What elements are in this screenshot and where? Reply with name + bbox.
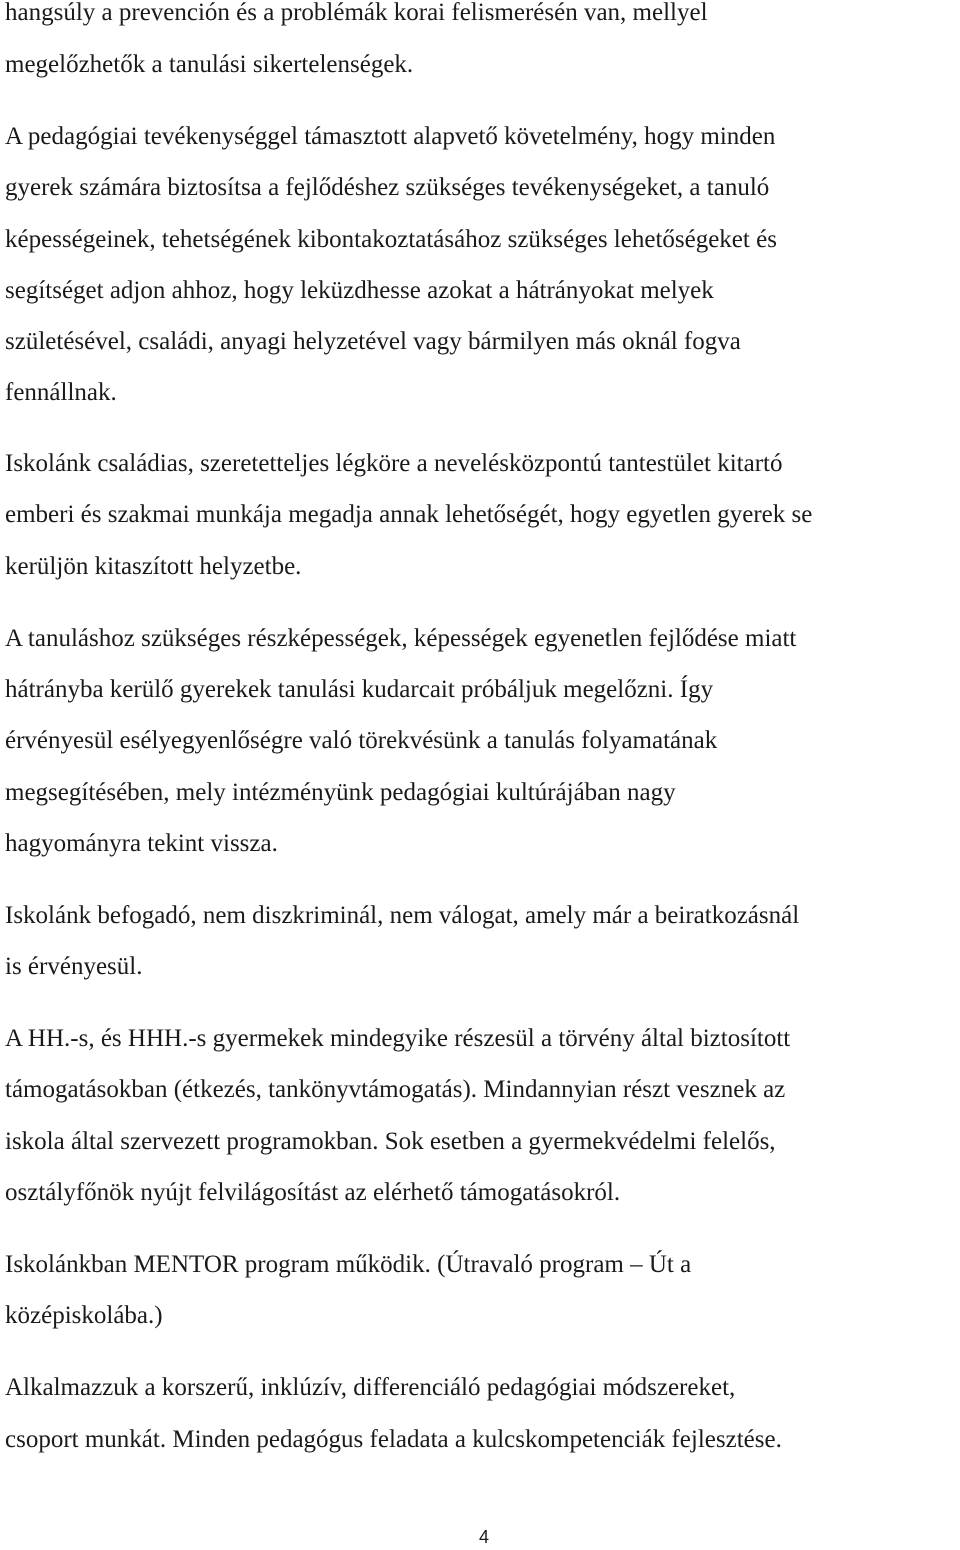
text-line: osztályfőnök nyújt felvilágosítást az elérhető támogatásokról. (5, 1179, 621, 1206)
text-line: középiskolába.) (5, 1302, 163, 1329)
text-line: hangsúly a prevención és a problémák korai felismerésén van, mellyel (5, 0, 708, 26)
text-line: is érvényesül. (5, 953, 143, 980)
text-line: iskola által szervezett programokban. Sok esetben a gyermekvédelmi felelős, (5, 1128, 776, 1155)
text-line: hagyományra tekint vissza. (5, 830, 278, 857)
text-line: születésével, családi, anyagi helyzetével vagy bármilyen más oknál fogva (5, 328, 741, 355)
text-line: A HH.-s, és HHH.-s gyermekek mindegyike részesül a törvény által biztosított (5, 1025, 791, 1052)
text-line: Iskolánkban MENTOR program működik. (Útravaló program – Út a (5, 1251, 692, 1278)
text-line: segítséget adjon ahhoz, hogy leküzdhesse azokat a hátrányokat melyek (5, 277, 714, 304)
text-line: kerüljön kitaszított helyzetbe. (5, 553, 302, 580)
text-line: képességeinek, tehetségének kibontakoztatásához szükséges lehetőségeket és (5, 226, 777, 253)
text-line: gyerek számára biztosítsa a fejlődéshez szükséges tevékenységeket, a tanuló (5, 174, 770, 201)
text-line: hátrányba kerülő gyerekek tanulási kudarcait próbáljuk megelőzni. Így (5, 676, 714, 703)
text-line: Iskolánk befogadó, nem diszkriminál, nem válogat, amely már a beiratkozásnál (5, 902, 800, 929)
text-line: A pedagógiai tevékenységgel támasztott alapvető követelmény, hogy minden (5, 123, 776, 150)
text-line: támogatásokban (étkezés, tankönyvtámogatás). Mindannyian részt vesznek az (5, 1076, 786, 1103)
text-line: csoport munkát. Minden pedagógus feladata a kulcskompetenciák fejlesztése. (5, 1426, 782, 1453)
text-line: A tanuláshoz szükséges részképességek, képességek egyenetlen fejlődése miatt (5, 625, 797, 652)
text-line: Alkalmazzuk a korszerű, inklúzív, differenciáló pedagógiai módszereket, (5, 1374, 736, 1401)
text-line: Iskolánk családias, szeretetteljes légköre a nevelésközpontú tantestület kitartó (5, 450, 783, 477)
page-number: 4 (478, 1527, 489, 1547)
text-line: érvényesül esélyegyenlőségre való törekvésünk a tanulás folyamatának (5, 727, 718, 754)
text-line: megelőzhetők a tanulási sikertelenségek. (5, 51, 414, 78)
text-line: megsegítésében, mely intézményünk pedagógiai kultúrájában nagy (5, 779, 676, 806)
text-line: fennállnak. (5, 379, 117, 406)
text-line: emberi és szakmai munkája megadja annak lehetőségét, hogy egyetlen gyerek se (5, 501, 813, 528)
